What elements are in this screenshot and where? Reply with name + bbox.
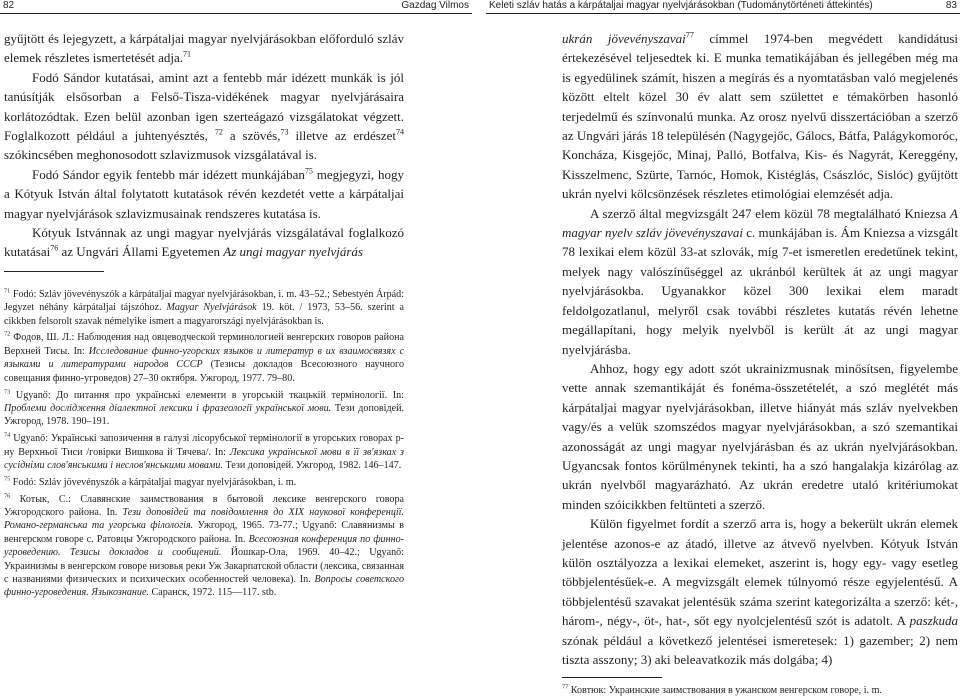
left-page bbox=[0, 0, 472, 661]
text-run: Котык, С.: Славянские заимствования в бытовой лексике венгерского говора Ужгородского района. In. bbox=[4, 493, 404, 518]
italic-text: Тези доповідей та повідомлення до XIX наукової конференції. Романо-германська та угорська філологія. bbox=[4, 506, 404, 532]
footnote bbox=[562, 684, 958, 697]
text-run: 19. köt. / 1973, 53–56. szerint a cikkben felsorolt szavak némelyike ismert a magyarországi nyelvjárásokban is. bbox=[4, 302, 404, 327]
left-page-number: 82 bbox=[3, 0, 15, 11]
left-footnotes bbox=[4, 288, 404, 600]
footnote-ref: 73 bbox=[4, 388, 11, 396]
footnote-ref: 76 bbox=[50, 244, 59, 254]
footnote-ref: 72 bbox=[214, 127, 223, 137]
footnote-separator bbox=[562, 677, 662, 678]
footnote-ref: 73 bbox=[280, 127, 289, 137]
text-run: szókincsében meghonosodott szlavizmusok vizsgálatával is. bbox=[4, 147, 318, 163]
body-paragraph bbox=[4, 29, 404, 68]
footnote-ref: 72 bbox=[4, 331, 11, 339]
footnote-ref: 77 bbox=[562, 684, 569, 692]
body-paragraph bbox=[562, 359, 958, 514]
right-footnotes bbox=[562, 684, 958, 697]
text-run: Ужгород, 1965. 73-77.; Ugyanő: Славянизмы в венгерском говоре с. Ратовцы Ужгородского района. In. bbox=[4, 520, 404, 545]
left-header-author: Gazdag Vilmos bbox=[401, 0, 469, 11]
text-run: Ugyanő: Українські запозичення в галузі лісорубської термінології в угорських говорах р-ну Верхньої Тиси /говірки Вишкова й Тячева/. In: bbox=[4, 433, 404, 458]
text-run: Fodó Sándor kutatásai, amint azt a fentebb már idézett munkák is jól tanúsítják elsősorban a Felső-Tisza-vidékének magyar nyelvjárásaira korlátozódtak. Ezen belül azonban igen szerteágazó vizsgálatokat végzett. Foglalkozott például a juhtenyésztés, bbox=[4, 69, 404, 144]
text-run: A szerző által megvizsgált 247 elem közül 78 megtalálható Kniezsa bbox=[590, 205, 951, 221]
text-run: Фодов, Ш. Л.: Наблюдения над овцеводческой терминологией венгерских говоров района Верхней Тисы. In: bbox=[4, 332, 404, 357]
text-run: szónak például a következő jelentései ismeretesek: 1) gazember; 2) nem tiszta asszony; 3) aki beleavatkozik más dolgába; 4) bbox=[562, 632, 958, 667]
italic-text: Az ungi magyar nyelvjárás bbox=[223, 244, 363, 260]
italic-text: Исследование финно-угорских языков и литератур в их взаимосвязях с языками и литературами народов СССР bbox=[4, 345, 404, 371]
text-run: Fodó Sándor egyik fentebb már idézett munkájában bbox=[32, 166, 305, 182]
text-run: Külön figyelmet fordít a szerző arra is, hogy a bekerült ukrán elemek jelentése azonos-e az átadó, illetve az átvevő nyelvben. Kótyuk István külön osztályozza a lexikai elemeket, aszerint is, hogy egy- vagy esetleg többjelentésűek-e. A megvizsgált elemek túlnyomó része egyjelentésű. A többjelentésű szavakat jelentésük száma szerint kategorizálta a szerző: két-, három-, négy-, öt-, hat-, sőt egy nyolcjelentésű szót is adatolt. A bbox=[562, 516, 958, 629]
text-run: Йошкар-Ола, 1969. 40–42.; Ugyanő: Украинизмы в венгерском говоре низовья реки Уж Закарпатской области (лексика, связанная с названиями физических и психических особенностей человека). In. bbox=[4, 547, 404, 585]
text-run: Тези доповідей. Ужгород, 1982. 146–147. bbox=[222, 459, 402, 471]
left-text-column bbox=[4, 29, 404, 600]
italic-text: Лексика української мови в її зв'язках з сусідніми слов'янськими і неслов'янськими мовами. bbox=[4, 446, 404, 471]
text-run: Ковтюк: Украинские заимствования в ужанском венгерском говоре, i. m. bbox=[568, 685, 882, 697]
footnote-separator bbox=[4, 271, 104, 272]
text-run: Ugyanő: До питання про українські елементи в угорській ткацькій термінології. In: bbox=[10, 389, 404, 401]
right-text-column bbox=[562, 29, 958, 698]
italic-text: Magyar Nyelvjárások bbox=[166, 302, 257, 314]
text-run: Fodó: Szláv jövevényszók a kárpátaljai magyar nyelvjárásokban, i. m. 43–52.; Sebestyén Árpád: Jegyzet néhány kárpátaljai tájszóhoz. bbox=[4, 288, 404, 314]
text-run: (Тезисы докладов Всесоюзного научного совещания финно-угроведов) 27–30 октября. Ужгород, 1977. 79–80. bbox=[4, 359, 404, 384]
footnote bbox=[4, 476, 404, 489]
italic-text: Всесоюзная конференция по финно-угроведению. Тезисы докладов и сообщений. bbox=[4, 533, 404, 559]
left-body-text bbox=[4, 29, 404, 262]
text-run: Тези доповідей. Ужгород, 1978. 190–191. bbox=[4, 402, 404, 428]
italic-text: paszkuda bbox=[909, 613, 958, 629]
left-running-header bbox=[0, 0, 472, 14]
text-run: címmel 1974-ben megvédett kandidátusi értekezésével teljesedtek ki. E munka tematikájában és jellegében még ma is egyedülinek számít, hiszen a megírás és a nyomtatásban való megjelenés között eltelt közel 30 év alatt sem születtet e témakörben hasonló terjedelmű és színvonalú munka. Az orosz nyelvű disszertációban a szerző az Ungvári járás 18 településén (Nagygejőc, Gálocs, Bátfa, Palágykomoróc, Koncháza, Kisgejőc, Minaj, Palló, Botfalva, Kis- és Nagyrát, Kereggény, Kisszelmenc, Szürte, Tarnóc, Homok, Kistéglás, Császlóc, Sislóc) gyűjtött ukrán nyelvi kölcsönzések részletes etimológiai elemzését adja. bbox=[562, 31, 958, 202]
italic-text: A magyar nyelv szláv jövevényszavai bbox=[562, 205, 958, 241]
body-paragraph bbox=[4, 223, 404, 262]
body-paragraph bbox=[562, 204, 958, 359]
text-run: Fodó: Szláv jövevényszók a kárpátaljai magyar nyelvjárásokban, i. m. bbox=[10, 476, 297, 488]
footnote bbox=[4, 493, 404, 600]
text-run: c. munkájában is. Ám Kniezsa a vizsgált 78 lexikai elem közül 33-at szlovák, míg 7-et ismeretlen eredetűnek tekint, melyek nagy valószínűséggel az ukránból kerültek át az ungi magyar nyelvjárásokba. Ugyanakkor közel 300 lexikai elem maradt feldolgozatlanul, melyről csak további részletes kutatás révén lehetne megállapítani, hogy melyik nyelvből is került át az ungi magyar nyelvjárásba. bbox=[562, 225, 958, 357]
body-paragraph bbox=[4, 68, 404, 165]
text-run: Kótyuk Istvánnak az ungi magyar nyelvjárás vizsgálatával foglalkozó kutatásai bbox=[4, 225, 404, 260]
text-run: Саранск, 1972. 115—117. stb. bbox=[148, 587, 277, 599]
text-run: gyűjtött és lejegyzett, a kárpátaljai magyar nyelvjárásokban előforduló szláv elemek részletes ismertetését adja. bbox=[4, 31, 404, 66]
body-paragraph bbox=[562, 514, 958, 669]
text-run: illetve az erdészet bbox=[288, 128, 396, 144]
text-run: az Ungvári Állami Egyetemen bbox=[58, 244, 224, 260]
footnote-ref: 77 bbox=[685, 30, 694, 40]
footnote-ref: 75 bbox=[4, 475, 11, 483]
right-body-text bbox=[562, 29, 958, 669]
text-run: Ahhoz, hogy egy adott szót ukrainizmusnak minősítsen, figyelembe vette annak szemantikáját és fonéma-összetételét, a szó meglétét más kárpátaljai magyar nyelvjárásokban, illetve hiányát más szláv nyelvekben vagy/és a velük szomszédos magyar nyelvjárásokban, a szó szemantikai azonosságát az ungi magyar nyelvjárásban és az ukrán nyelvjárásokban. Ugyancsak fontos körülménynek tekinti, ha a szó hangalakja kizárólag az ukrán nyelvből magyarázható. Az ukrán eredetre utaló kritériumokat minden szóicikkben feltünteti a szerző. bbox=[562, 360, 958, 512]
footnote-ref: 71 bbox=[4, 287, 11, 295]
body-paragraph bbox=[4, 165, 404, 223]
footnote-ref: 75 bbox=[304, 166, 313, 176]
footnote-ref: 74 bbox=[395, 127, 404, 137]
right-running-header bbox=[486, 0, 960, 14]
footnote-ref: 76 bbox=[4, 492, 11, 500]
right-header-title: Keleti szláv hatás a kárpátaljai magyar nyelvjárásokban (Tudománytörténeti áttekintés) bbox=[489, 0, 873, 11]
right-page bbox=[486, 0, 960, 697]
footnote bbox=[4, 288, 404, 328]
footnote bbox=[4, 331, 404, 385]
footnote bbox=[4, 432, 404, 472]
body-paragraph bbox=[562, 29, 958, 204]
italic-text: ukrán jövevényszavai bbox=[562, 31, 686, 46]
footnote-ref: 71 bbox=[183, 50, 192, 60]
footnote bbox=[4, 389, 404, 429]
text-run: megjegyzi, hogy a Kótyuk István által folytatott kutatások révén kezdetét vette a kárpátaljai magyar nyelvjárások szlavizmusainak rendszeres kutatása is. bbox=[4, 166, 405, 221]
text-run: a szövés, bbox=[222, 128, 281, 144]
italic-text: Проблеми дослідження діалектної лексики і фразеології української мови. bbox=[4, 402, 332, 414]
italic-text: Вопросы советского финно-угроведения. Языкознание. bbox=[4, 573, 404, 599]
footnote-ref: 74 bbox=[4, 431, 11, 439]
right-page-number: 83 bbox=[945, 0, 957, 11]
